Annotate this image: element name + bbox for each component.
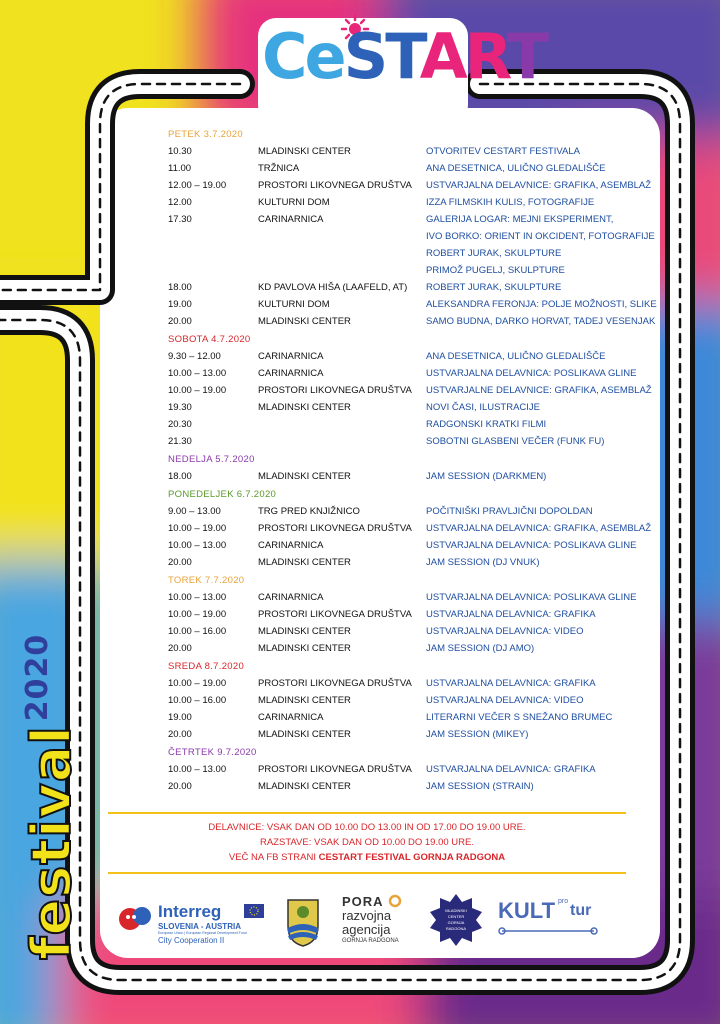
event-venue: CARINARNICA — [258, 351, 324, 362]
pora-logo — [342, 890, 432, 950]
kultur-small: pro — [558, 898, 569, 905]
day-heading: SOBOTA 4.7.2020 — [168, 334, 251, 345]
notes-facebook — [108, 850, 626, 865]
event-venue: CARINARNICA — [258, 712, 324, 723]
event-time: 10.00 – 13.00 — [168, 368, 227, 379]
event-time: 17.30 — [168, 214, 192, 225]
interreg-fund: European Union | European Regional Development Fund — [158, 931, 247, 935]
event-title: PRIMOŽ PUGELJ, SKULPTURE — [426, 265, 565, 276]
divider-top — [108, 812, 626, 814]
event-time: 10.00 – 16.00 — [168, 695, 227, 706]
event-time: 20.00 — [168, 557, 192, 568]
pora-town: GORNJA RADGONA — [342, 938, 399, 944]
event-time: 21.30 — [168, 436, 192, 447]
event-venue: MLADINSKI CENTER — [258, 781, 351, 792]
event-title: IVO BORKO: ORIENT IN OKCIDENT, FOTOGRAFIJE — [426, 231, 655, 242]
interreg-program: City Cooperation II — [158, 936, 225, 945]
schedule-row — [168, 468, 618, 485]
event-title: ALEKSANDRA FERONJA: POLJE MOŽNOSTI, SLIKE — [426, 299, 657, 310]
logo-part: T — [506, 20, 546, 93]
logo-part: ST — [343, 20, 420, 93]
event-venue: CARINARNICA — [258, 540, 324, 551]
schedule-row — [168, 382, 652, 399]
event-title: JAM SESSION (MIKEY) — [426, 729, 529, 740]
event-venue: PROSTORI LIKOVNEGA DRUŠTVA — [258, 385, 412, 396]
event-venue: CARINARNICA — [258, 368, 324, 379]
schedule-row — [168, 228, 655, 245]
schedule-row — [168, 726, 618, 743]
sponsor-logos — [116, 890, 616, 950]
schedule-row — [168, 537, 637, 554]
event-title: ANA DESETNICA, ULIČNO GLEDALIŠČE — [426, 351, 606, 362]
event-time: 9.00 – 13.00 — [168, 506, 221, 517]
event-title: LITERARNI VEČER S SNEŽANO BRUMEC — [426, 712, 613, 723]
schedule-row — [168, 211, 618, 228]
event-title: ROBERT JURAK, SKULPTURE — [426, 282, 562, 293]
day-heading: SREDA 8.7.2020 — [168, 661, 245, 672]
schedule-row — [168, 194, 618, 211]
event-time: 12.00 — [168, 197, 192, 208]
event-time: 10.00 – 16.00 — [168, 626, 227, 637]
schedule-row — [168, 262, 618, 279]
event-venue: PROSTORI LIKOVNEGA DRUŠTVA — [258, 180, 412, 191]
event-title: USTVARJALNA DELAVNICA: POSLIKAVA GLINE — [426, 368, 637, 379]
kultur-main: KULT — [498, 898, 556, 923]
schedule-row — [168, 640, 618, 657]
event-venue: CARINARNICA — [258, 592, 324, 603]
event-venue: PROSTORI LIKOVNEGA DRUŠTVA — [258, 764, 412, 775]
schedule-row — [168, 692, 618, 709]
event-venue: MLADINSKI CENTER — [258, 643, 351, 654]
event-time: 20.00 — [168, 316, 192, 327]
event-title: USTVARJALNA DELAVNICA: GRAFIKA — [426, 764, 596, 775]
schedule-row — [168, 296, 657, 313]
event-venue: MLADINSKI CENTER — [258, 729, 351, 740]
event-venue: MLADINSKI CENTER — [258, 146, 351, 157]
event-venue: MLADINSKI CENTER — [258, 695, 351, 706]
schedule-row — [168, 503, 618, 520]
schedule-row — [168, 348, 618, 365]
event-title: ROBERT JURAK, SKULPTURE — [426, 248, 562, 259]
event-time: 10.00 – 19.00 — [168, 609, 227, 620]
festival-year: 2020 — [20, 633, 55, 722]
event-time: 19.00 — [168, 299, 192, 310]
schedule-row — [168, 623, 618, 640]
schedule-row — [168, 416, 618, 433]
notes-facebook-prefix: VEČ NA FB STRANI — [228, 852, 319, 863]
event-time: 20.00 — [168, 643, 192, 654]
event-venue: PROSTORI LIKOVNEGA DRUŠTVA — [258, 678, 412, 689]
mladinski-center-logo — [426, 890, 486, 950]
event-time: 11.00 — [168, 163, 192, 174]
event-title: IZZA FILMSKIH KULIS, FOTOGRAFIJE — [426, 197, 595, 208]
event-title: USTVARJALNE DELAVNICE: GRAFIKA, ASEMBLAŽ — [426, 385, 652, 396]
pora-name: PORA — [342, 894, 384, 909]
event-venue: PROSTORI LIKOVNEGA DRUŠTVA — [258, 523, 412, 534]
event-title: JAM SESSION (STRAIN) — [426, 781, 534, 792]
event-venue: MLADINSKI CENTER — [258, 471, 351, 482]
event-title: ANA DESETNICA, ULIČNO GLEDALIŠČE — [426, 163, 606, 174]
schedule-row — [168, 279, 618, 296]
schedule-row — [168, 433, 618, 450]
interreg-logo — [116, 890, 276, 950]
event-title: USTVARJALNA DELAVNICA: VIDEO — [426, 695, 584, 706]
event-venue: KULTURNI DOM — [258, 299, 330, 310]
program-schedule — [168, 125, 657, 795]
schedule-row — [168, 554, 618, 571]
divider-bottom — [108, 872, 626, 874]
day-heading: ČETRTEK 9.7.2020 — [168, 747, 257, 758]
event-venue: TRŽNICA — [258, 163, 300, 174]
event-title: GALERIJA LOGAR: MEJNI EKSPERIMENT, — [426, 214, 614, 225]
festival-side-title — [20, 634, 83, 960]
schedule-row — [168, 761, 618, 778]
schedule-row — [168, 709, 618, 726]
event-time: 18.00 — [168, 282, 192, 293]
pora-circle-icon — [388, 894, 402, 908]
interreg-title: Interreg — [158, 902, 222, 921]
day-heading: PETEK 3.7.2020 — [168, 129, 243, 140]
day-heading: TOREK 7.7.2020 — [168, 575, 245, 586]
event-time: 20.00 — [168, 781, 192, 792]
pora-line3: agencija — [342, 922, 391, 937]
event-title: USTVARJALNA DELAVNICA: VIDEO — [426, 626, 584, 637]
event-time: 10.00 – 13.00 — [168, 540, 227, 551]
kultur-logo — [498, 890, 598, 950]
event-title: RADGONSKI KRATKI FILMI — [426, 419, 547, 430]
schedule-row — [168, 143, 618, 160]
mascot-icon — [116, 902, 156, 936]
event-time: 9.30 – 12.00 — [168, 351, 221, 362]
event-venue: KD PAVLOVA HIŠA (LAAFELD, AT) — [258, 282, 408, 293]
notes-facebook-page: CESTART FESTIVAL GORNJA RADGONA — [318, 852, 506, 863]
festival-word: festival — [20, 725, 83, 960]
event-time: 10.30 — [168, 146, 192, 157]
event-title: USTVARJALNA DELAVNICA: POSLIKAVA GLINE — [426, 592, 637, 603]
event-time: 10.00 – 13.00 — [168, 764, 227, 775]
schedule-row — [168, 177, 652, 194]
event-time: 10.00 – 19.00 — [168, 678, 227, 689]
schedule-row — [168, 778, 618, 795]
notes-workshops: DELAVNICE: VSAK DAN OD 10.00 DO 13.00 IN OD 17.00 DO 19.00 URE. — [208, 822, 526, 833]
event-title: JAM SESSION (DJ VNUK) — [426, 557, 540, 568]
event-venue: PROSTORI LIKOVNEGA DRUŠTVA — [258, 609, 412, 620]
event-title: JAM SESSION (DJ AMO) — [426, 643, 535, 654]
notes-exhibitions: RAZSTAVE: VSAK DAN OD 10.00 DO 19.00 URE. — [259, 837, 474, 848]
event-title: USTVARJALNA DELAVNICA: GRAFIKA — [426, 609, 596, 620]
schedule-row — [168, 520, 652, 537]
eu-flag-icon — [244, 904, 264, 918]
event-title: USTVARJALNA DELAVNICA: POSLIKAVA GLINE — [426, 540, 637, 551]
notes-block — [108, 820, 626, 865]
interreg-region: SLOVENIA - AUSTRIA — [158, 922, 241, 931]
event-venue: MLADINSKI CENTER — [258, 402, 351, 413]
schedule-row — [168, 313, 656, 330]
schedule-row — [168, 160, 618, 177]
event-time: 20.30 — [168, 419, 192, 430]
event-venue: MLADINSKI CENTER — [258, 316, 351, 327]
schedule-row — [168, 589, 637, 606]
event-title: USTVARJALNA DELAVNICA: GRAFIKA — [426, 678, 596, 689]
cestart-logo — [262, 20, 546, 93]
pora-line2: razvojna — [342, 908, 392, 923]
schedule-row — [168, 365, 637, 382]
schedule-row — [168, 399, 618, 416]
logo-part: AR — [419, 20, 507, 93]
coat-of-arms-icon — [280, 890, 326, 950]
event-venue: TRG PRED KNJIŽNICO — [258, 506, 360, 517]
event-title: OTVORITEV CESTART FESTIVALA — [426, 146, 580, 157]
event-time: 10.00 – 19.00 — [168, 385, 227, 396]
event-time: 18.00 — [168, 471, 192, 482]
event-venue: CARINARNICA — [258, 214, 324, 225]
kultur-line-icon — [498, 926, 598, 936]
event-title: JAM SESSION (DARKMEN) — [426, 471, 547, 482]
day-heading: PONEDELJEK 6.7.2020 — [168, 489, 277, 500]
event-time: 19.30 — [168, 402, 192, 413]
event-time: 20.00 — [168, 729, 192, 740]
event-time: 19.00 — [168, 712, 192, 723]
event-time: 12.00 – 19.00 — [168, 180, 227, 191]
logo-part: Ce — [262, 20, 344, 93]
event-title: SAMO BUDNA, DARKO HORVAT, TADEJ VESENJAK — [426, 316, 656, 327]
event-venue: KULTURNI DOM — [258, 197, 330, 208]
schedule-row — [168, 245, 618, 262]
event-title: USTVARJALNA DELAVNICA: GRAFIKA, ASEMBLAŽ — [426, 523, 652, 534]
kultur-sub: tur — [570, 902, 592, 919]
event-title: NOVI ČASI, ILUSTRACIJE — [426, 402, 541, 413]
event-venue: MLADINSKI CENTER — [258, 626, 351, 637]
event-venue: MLADINSKI CENTER — [258, 557, 351, 568]
mladinski-center-text: MLADINSKI CENTER GORNJA RADGONA — [445, 908, 467, 931]
schedule-row — [168, 606, 618, 623]
schedule-row — [168, 675, 618, 692]
event-time: 10.00 – 13.00 — [168, 592, 227, 603]
day-heading: NEDELJA 5.7.2020 — [168, 454, 255, 465]
event-title: POČITNIŠKI PRAVLJIČNI DOPOLDAN — [426, 506, 593, 517]
event-title: SOBOTNI GLASBENI VEČER (FUNK FU) — [426, 436, 605, 447]
event-time: 10.00 – 19.00 — [168, 523, 227, 534]
event-title: USTVARJALNA DELAVNICE: GRAFIKA, ASEMBLAŽ — [426, 180, 652, 191]
